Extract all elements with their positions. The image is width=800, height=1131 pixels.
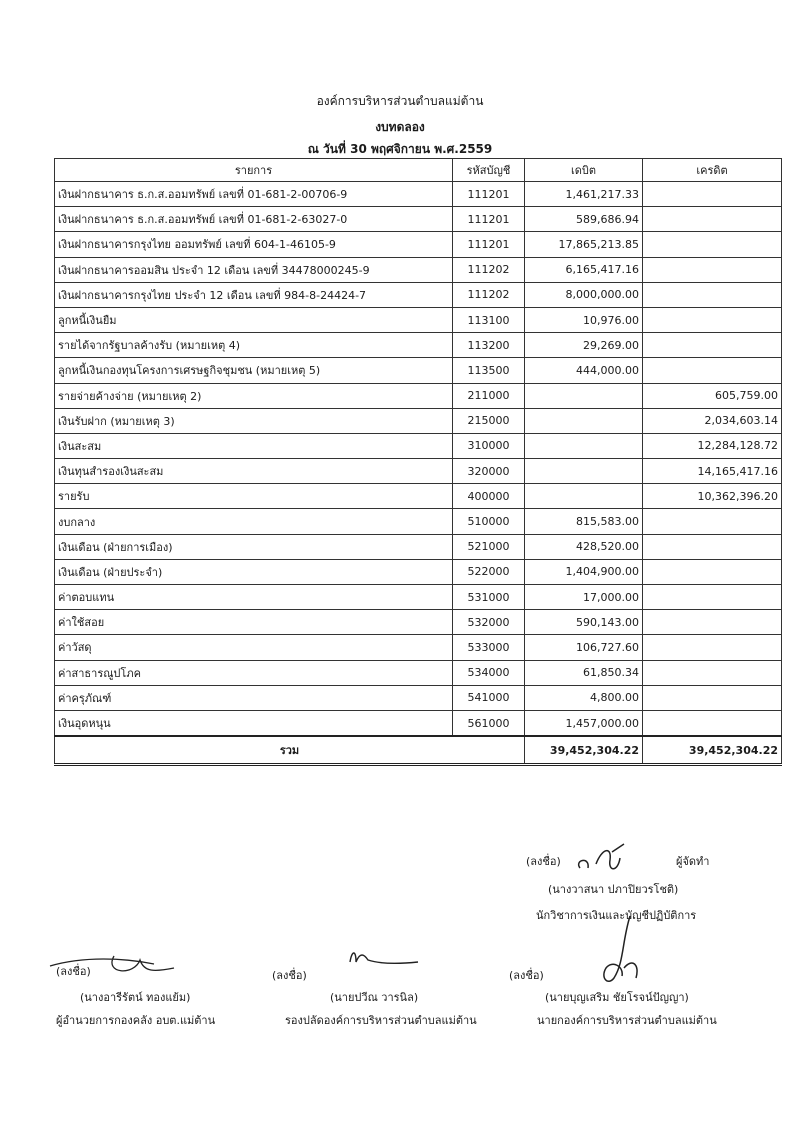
- row-credit: [643, 282, 782, 307]
- table-row: [55, 182, 782, 207]
- table-row: [55, 257, 782, 282]
- row-debit: 106,727.60: [525, 635, 643, 660]
- row-code: 532000: [453, 610, 525, 635]
- row-credit: [643, 559, 782, 584]
- mayor-name: (นายบุญเสริม ชัยโรจน์ปัญญา): [545, 991, 689, 1004]
- row-item: เงินฝากธนาคารกรุงไทย ออมทรัพย์ เลขที่ 604-1-46105-9: [55, 232, 453, 257]
- table-row: [55, 710, 782, 736]
- document-title: งบทดลอง: [375, 120, 425, 134]
- row-credit: [643, 307, 782, 332]
- total-debit: 39,452,304.22: [525, 736, 643, 765]
- row-code: 111201: [453, 207, 525, 232]
- row-item: ค่าวัสดุ: [55, 635, 453, 660]
- row-item: รายได้จากรัฐบาลค้างรับ (หมายเหตุ 4): [55, 333, 453, 358]
- row-debit: 590,143.00: [525, 610, 643, 635]
- row-code: 400000: [453, 484, 525, 509]
- row-code: 310000: [453, 433, 525, 458]
- finance-name: (นางอารีรัตน์ ทองแย้ม): [80, 991, 191, 1004]
- total-row: [55, 736, 782, 765]
- row-debit: 8,000,000.00: [525, 282, 643, 307]
- row-code: 533000: [453, 635, 525, 660]
- row-debit: [525, 408, 643, 433]
- finance-sign-prefix: (ลงชื่อ): [56, 965, 91, 978]
- row-credit: [643, 333, 782, 358]
- row-item: เงินทุนสำรองเงินสะสม: [55, 459, 453, 484]
- row-item: ค่าครุภัณฑ์: [55, 685, 453, 710]
- row-item: เงินฝากธนาคารออมสิน ประจำ 12 เดือน เลขที่ 34478000245-9: [55, 257, 453, 282]
- row-debit: 17,000.00: [525, 585, 643, 610]
- table-row: [55, 585, 782, 610]
- row-item: เงินเดือน (ฝ่ายประจำ): [55, 559, 453, 584]
- row-code: 111202: [453, 282, 525, 307]
- row-item: เงินรับฝาก (หมายเหตุ 3): [55, 408, 453, 433]
- row-credit: [643, 710, 782, 736]
- deputy-name: (นายปวีณ วารนิล): [330, 991, 419, 1004]
- row-item: ลูกหนี้เงินกองทุนโครงการเศรษฐกิจชุมชน (หมายเหตุ 5): [55, 358, 453, 383]
- table-header-row: [55, 159, 782, 182]
- row-code: 521000: [453, 534, 525, 559]
- row-credit: [643, 585, 782, 610]
- row-credit: 14,165,417.16: [643, 459, 782, 484]
- table-row: [55, 534, 782, 559]
- row-debit: 6,165,417.16: [525, 257, 643, 282]
- row-item: เงินฝากธนาคารกรุงไทย ประจำ 12 เดือน เลขที่ 984-8-24424-7: [55, 282, 453, 307]
- row-item: ค่าตอบแทน: [55, 585, 453, 610]
- row-item: ค่าสาธารณูปโภค: [55, 660, 453, 685]
- table-row: [55, 282, 782, 307]
- row-credit: 2,034,603.14: [643, 408, 782, 433]
- deputy-position: รองปลัดองค์การบริหารส่วนตำบลแม่ต้าน: [285, 1014, 477, 1027]
- table-row: [55, 559, 782, 584]
- row-debit: 17,865,213.85: [525, 232, 643, 257]
- table-row: [55, 307, 782, 332]
- row-credit: [643, 358, 782, 383]
- total-label: รวม: [55, 736, 525, 765]
- row-item: ลูกหนี้เงินยืม: [55, 307, 453, 332]
- deputy-signature: [346, 946, 426, 970]
- row-credit: [643, 635, 782, 660]
- org-name: องค์การบริหารส่วนตำบลแม่ต้าน: [316, 94, 484, 108]
- row-debit: 815,583.00: [525, 509, 643, 534]
- row-item: รายรับ: [55, 484, 453, 509]
- column-header-item: รายการ: [55, 159, 453, 182]
- preparer-name: (นางวาสนา ปภาปิยวรโชติ): [548, 883, 679, 896]
- row-credit: [643, 207, 782, 232]
- column-header-code: รหัสบัญชี: [453, 159, 525, 182]
- row-code: 111202: [453, 257, 525, 282]
- row-code: 113100: [453, 307, 525, 332]
- table-row: [55, 232, 782, 257]
- row-code: 561000: [453, 710, 525, 736]
- row-code: 113500: [453, 358, 525, 383]
- trial-balance-table: [54, 158, 782, 766]
- row-debit: 4,800.00: [525, 685, 643, 710]
- row-credit: [643, 534, 782, 559]
- table-row: [55, 459, 782, 484]
- row-code: 111201: [453, 182, 525, 207]
- row-debit: [525, 459, 643, 484]
- mayor-position: นายกองค์การบริหารส่วนตำบลแม่ต้าน: [537, 1014, 717, 1027]
- row-debit: [525, 484, 643, 509]
- table-row: [55, 433, 782, 458]
- table-row: [55, 484, 782, 509]
- row-debit: 1,461,217.33: [525, 182, 643, 207]
- row-credit: [643, 509, 782, 534]
- table-row: [55, 358, 782, 383]
- row-code: 522000: [453, 559, 525, 584]
- column-header-debit: เดบิต: [525, 159, 643, 182]
- row-debit: [525, 433, 643, 458]
- row-code: 215000: [453, 408, 525, 433]
- document-date: ณ วันที่ 30 พฤศจิกายน พ.ศ.2559: [307, 142, 493, 156]
- row-item: รายจ่ายค้างจ่าย (หมายเหตุ 2): [55, 383, 453, 408]
- preparer-position: นักวิชาการเงินและบัญชีปฏิบัติการ: [536, 909, 697, 922]
- preparer-signature: [572, 838, 672, 878]
- row-debit: 589,686.94: [525, 207, 643, 232]
- row-debit: 61,850.34: [525, 660, 643, 685]
- table-row: [55, 383, 782, 408]
- row-debit: 428,520.00: [525, 534, 643, 559]
- row-code: 534000: [453, 660, 525, 685]
- row-credit: [643, 610, 782, 635]
- row-credit: 605,759.00: [643, 383, 782, 408]
- finance-position: ผู้อำนวยการกองคลัง อบต.แม่ต้าน: [56, 1014, 216, 1027]
- mayor-sign-prefix: (ลงชื่อ): [509, 969, 544, 982]
- row-item: งบกลาง: [55, 509, 453, 534]
- row-debit: 1,404,900.00: [525, 559, 643, 584]
- table-row: [55, 610, 782, 635]
- row-debit: 1,457,000.00: [525, 710, 643, 736]
- row-item: เงินเดือน (ฝ่ายการเมือง): [55, 534, 453, 559]
- row-debit: 10,976.00: [525, 307, 643, 332]
- table-row: [55, 685, 782, 710]
- row-item: เงินสะสม: [55, 433, 453, 458]
- deputy-sign-prefix: (ลงชื่อ): [272, 969, 307, 982]
- preparer-role: ผู้จัดทำ: [676, 855, 710, 868]
- row-credit: [643, 232, 782, 257]
- row-code: 510000: [453, 509, 525, 534]
- row-debit: 444,000.00: [525, 358, 643, 383]
- table-row: [55, 333, 782, 358]
- mayor-signature: [594, 912, 654, 992]
- table-row: [55, 509, 782, 534]
- row-item: ค่าใช้สอย: [55, 610, 453, 635]
- row-credit: [643, 685, 782, 710]
- row-code: 111201: [453, 232, 525, 257]
- column-header-credit: เครดิต: [643, 159, 782, 182]
- table-row: [55, 660, 782, 685]
- row-credit: [643, 660, 782, 685]
- row-code: 531000: [453, 585, 525, 610]
- row-debit: 29,269.00: [525, 333, 643, 358]
- row-item: เงินฝากธนาคาร ธ.ก.ส.ออมทรัพย์ เลขที่ 01-681-2-63027-0: [55, 207, 453, 232]
- total-credit: 39,452,304.22: [643, 736, 782, 765]
- preparer-sign-prefix: (ลงชื่อ): [526, 855, 561, 868]
- row-debit: [525, 383, 643, 408]
- row-code: 541000: [453, 685, 525, 710]
- row-code: 211000: [453, 383, 525, 408]
- row-code: 320000: [453, 459, 525, 484]
- row-item: เงินฝากธนาคาร ธ.ก.ส.ออมทรัพย์ เลขที่ 01-681-2-00706-9: [55, 182, 453, 207]
- row-credit: 10,362,396.20: [643, 484, 782, 509]
- table-row: [55, 408, 782, 433]
- row-credit: 12,284,128.72: [643, 433, 782, 458]
- row-credit: [643, 257, 782, 282]
- table-row: [55, 207, 782, 232]
- table-row: [55, 635, 782, 660]
- row-item: เงินอุดหนุน: [55, 710, 453, 736]
- row-code: 113200: [453, 333, 525, 358]
- row-credit: [643, 182, 782, 207]
